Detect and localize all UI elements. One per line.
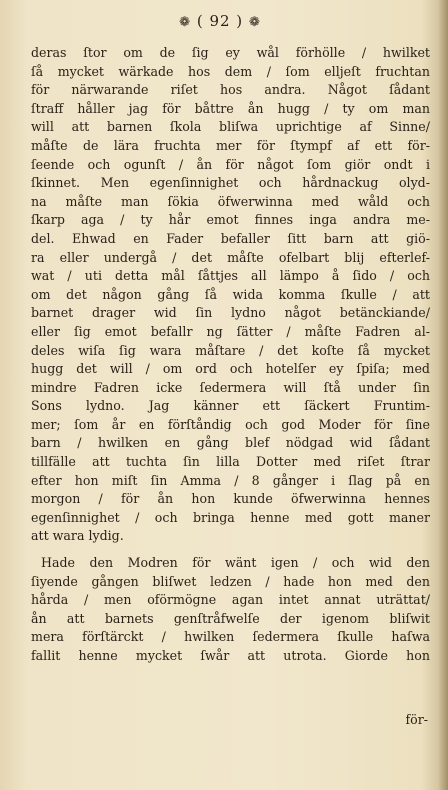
text-line: efter hon miſt ſin Amma / 8 gånger i ſlag på en xyxy=(31,472,430,488)
text-line: will att barnen ſkola bliſwa uprichtige af Sinne/ xyxy=(31,119,430,135)
body-text xyxy=(31,44,430,666)
text-line: ſkarp aga / ty hår emot finnes inga andra me- xyxy=(31,212,430,228)
paragraph-2 xyxy=(31,554,430,666)
catchword: för- xyxy=(405,712,428,727)
text-line: ſiyende gången bliſwet ledzen / hade hon med den xyxy=(31,573,430,589)
page-number: ( 92 ) xyxy=(196,12,244,30)
paragraph-gap xyxy=(31,546,430,554)
text-line: måſte de lära fruchta mer för ſtympf af ett för- xyxy=(31,137,430,153)
paragraph-1 xyxy=(31,44,430,546)
text-line: barnet drager wid ſin lydno något betänckiande/ xyxy=(31,305,430,321)
text-line: mer; ſom år en förſtåndig och god Moder för ſine xyxy=(31,416,430,432)
text-line: ån att barnets genſtråfwelſe der igenom bliſwit xyxy=(31,610,430,626)
text-line: mindre Fadren icke ſedermera will ſtå under ſin xyxy=(31,379,430,395)
text-line: ſå mycket wärkade hos dem / ſom elljeſt fruchtan xyxy=(31,63,430,79)
text-line: na måſte man ſökia öfwerwinna med wåld och xyxy=(31,193,430,209)
page-header xyxy=(0,12,440,30)
text-line: deles wiſa ſig wara måſtare / det koſte ſå mycket xyxy=(31,342,430,358)
text-line: barn / hwilken en gång blef nödgad wid ſådant xyxy=(31,435,430,451)
text-line: deras ſtor om de ſig ey wål förhölle / hwilket xyxy=(31,45,430,60)
text-line: egenſinnighet / och bringa henne med gott maner xyxy=(31,509,430,525)
text-line: fallit henne mycket ſwår att utrota. Giorde hon xyxy=(31,648,430,663)
right-ornament-icon: ❁ xyxy=(248,15,261,30)
text-line: Hade den Modren för wänt igen / och wid den xyxy=(41,555,430,571)
text-line: hugg det will / om ord och hotelſer ey ſpiſa; med xyxy=(31,361,430,377)
text-line: att wara lydig. xyxy=(31,528,124,544)
text-line: mera förſtärckt / hwilken ſedermera ſkulle haſwa xyxy=(31,629,430,645)
text-line: ſeende och ogunſt / ån för något ſom giör ondt i xyxy=(31,156,430,172)
text-line: om det någon gång ſå wida komma ſkulle / att xyxy=(31,286,430,302)
text-line: tillfälle att tuchta ſin lilla Dotter med riſet ſtrar xyxy=(31,454,430,470)
text-line: för närwarande riſet hos andra. Något ſådant xyxy=(31,82,430,98)
text-line: ra eller undergå / det måſte ofelbart blij efterlef- xyxy=(31,249,430,265)
text-line: ſkinnet. Men egenſinnighet och hårdnackug olyd- xyxy=(31,175,430,191)
page-edge-shadow xyxy=(438,0,448,790)
left-ornament-icon: ❁ xyxy=(179,15,192,30)
text-line: ſtraff håller jag för båttre ån hugg / ty om man xyxy=(31,100,430,116)
text-line: hårda / men oförmögne agan intet annat uträttat/ xyxy=(31,592,430,608)
text-line: Sons lydno. Jag känner ett ſäckert Fruntim- xyxy=(31,398,430,414)
text-line: eller ſig emot befallr ng ſätter / måſte Fadren al- xyxy=(31,323,430,339)
text-line: wat / uti detta mål ſåttjes all lämpo å ſido / och xyxy=(31,268,430,284)
text-line: morgon / för ån hon kunde öfwerwinna hennes xyxy=(31,491,430,507)
text-line: del. Ehwad en Fader befaller ſitt barn att giö- xyxy=(31,230,430,246)
